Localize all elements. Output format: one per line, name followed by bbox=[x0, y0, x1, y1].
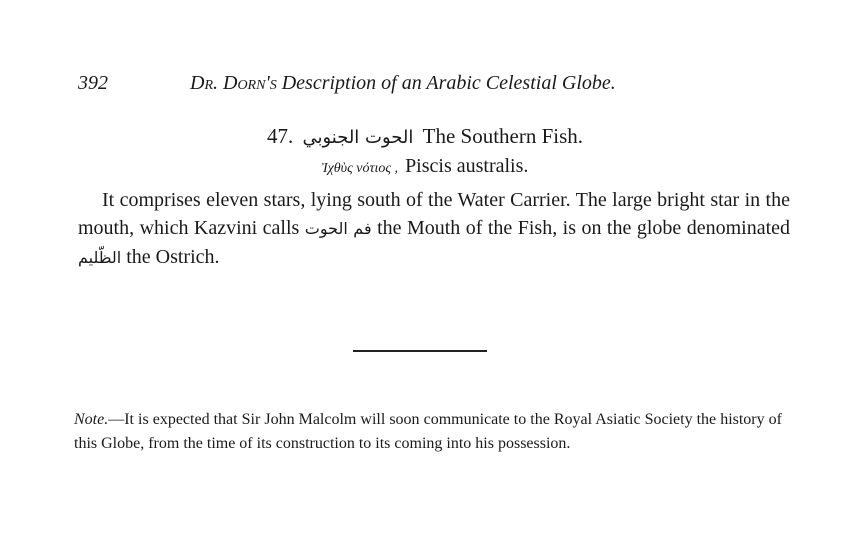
entry-subheading bbox=[0, 155, 850, 178]
body-paragraph-text bbox=[78, 186, 790, 272]
entry-number: 47. bbox=[266, 124, 294, 148]
body-text-part-3: the Ostrich. bbox=[121, 246, 220, 268]
body-text-part-1: It comprises eleven stars, lying south of the Water Carrier. The large bright star in the mouth, which Kazvini calls bbox=[78, 189, 790, 239]
footnote bbox=[74, 408, 782, 456]
entry-latin-name: Piscis australis. bbox=[405, 155, 529, 177]
body-text-part-2: the Mouth of the Fish, is on the globe denominated bbox=[371, 217, 791, 239]
footnote-text bbox=[74, 408, 782, 456]
running-title-author: Dr. Dorn's bbox=[190, 72, 277, 94]
running-head bbox=[78, 72, 718, 98]
entry-arabic-name: الحوت الجنوبي bbox=[302, 127, 414, 148]
page-number: 392 bbox=[78, 72, 108, 94]
arabic-mouth-of-fish: فم الحوت bbox=[304, 219, 372, 238]
entry-english-name: The Southern Fish. bbox=[422, 124, 584, 148]
running-title bbox=[190, 72, 616, 95]
section-divider-rule bbox=[353, 350, 487, 352]
arabic-ostrich: الظّليم bbox=[78, 248, 122, 267]
footnote-lead: Note. bbox=[74, 411, 109, 428]
entry-heading bbox=[0, 124, 850, 149]
footnote-body: —It is expected that Sir John Malcolm will soon communicate to the Royal Asiatic Society the history of this Globe, from the time of its construction to its coming into his possession. bbox=[74, 411, 782, 452]
entry-greek-name: Ἰχθὺς νότιος , bbox=[321, 161, 399, 176]
running-title-rest: Description of an Arabic Celestial Globe. bbox=[276, 72, 616, 94]
body-paragraph bbox=[78, 186, 790, 272]
